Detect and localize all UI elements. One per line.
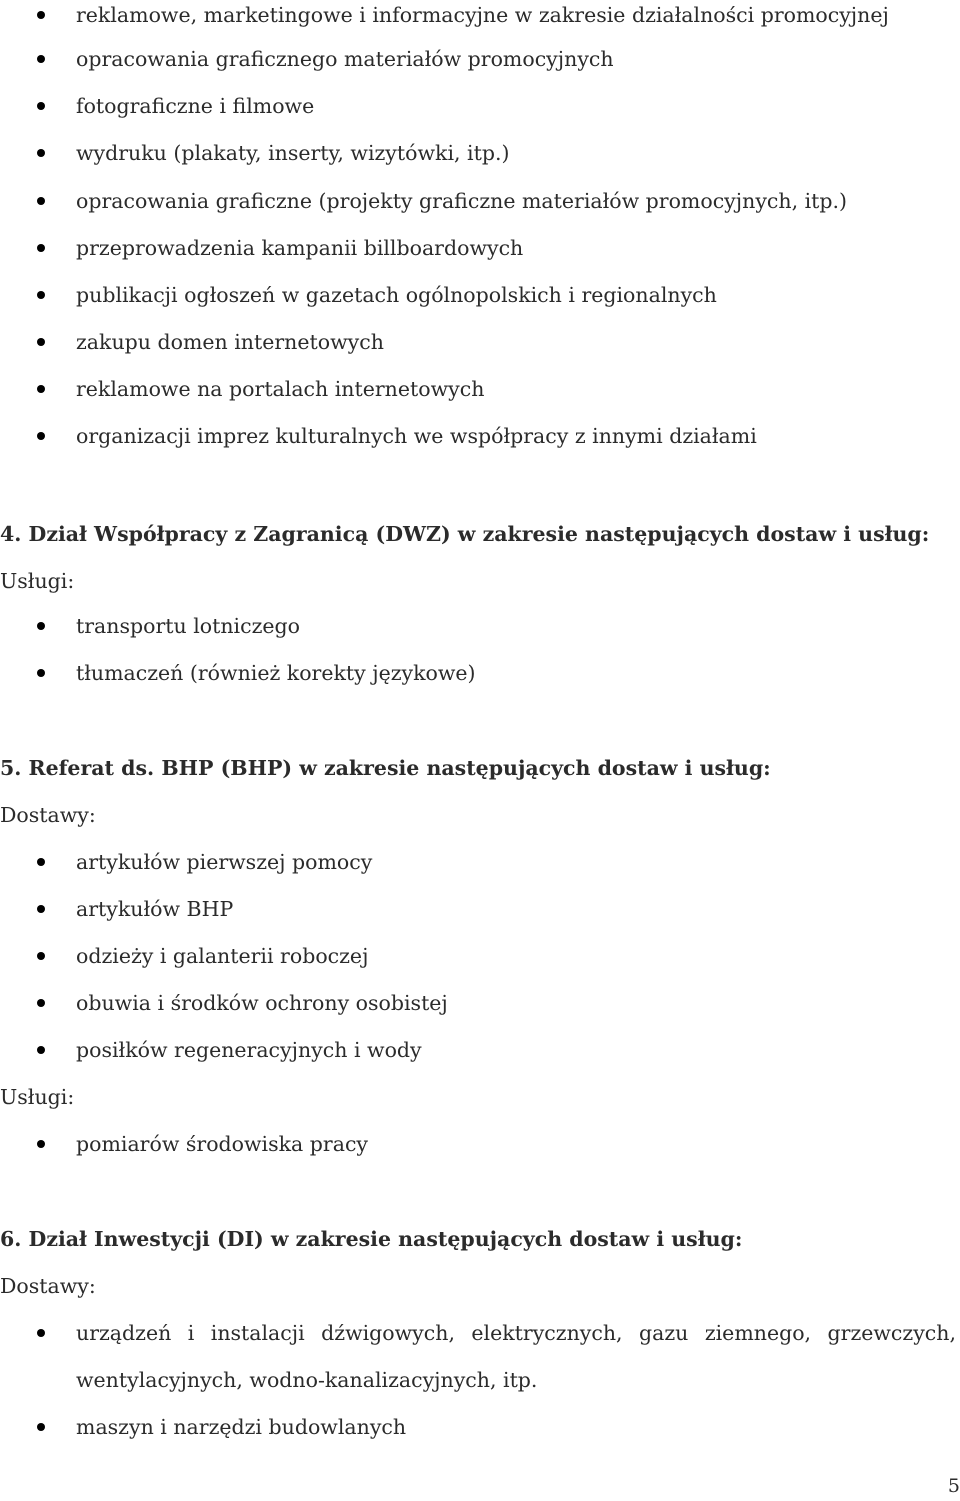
list-item [0,847,960,877]
list-item [0,421,960,451]
bullet-icon [37,102,45,110]
list-item-text: reklamowe na portalach internetowych [76,377,485,401]
page-number: 5 [947,1475,960,1497]
deliveries-label: Dostawy: [0,1274,96,1298]
bullet-icon [37,622,45,630]
services-label: Usługi: [0,1085,75,1109]
list-item-text: publikacji ogłoszeń w gazetach ogólnopolskich i regionalnych [76,283,717,307]
list-item [0,1412,960,1442]
list-item [0,1035,960,1065]
bullet-icon [37,11,45,19]
bullet-icon [37,385,45,393]
word: gazu [639,1321,689,1345]
word: ziemnego, [704,1321,812,1345]
list-item [0,91,960,121]
list-item-text: maszyn i narzędzi budowlanych [76,1415,407,1439]
deliveries-label: Dostawy: [0,803,96,827]
bullet-icon [37,1329,45,1337]
list-item [0,327,960,357]
bullet-icon [37,1140,45,1148]
list-item-text: wydruku (plakaty, inserty, wizytówki, itp.) [76,141,510,165]
list-item [0,374,960,404]
list-item [0,233,960,263]
list-item-text: fotograficzne i filmowe [76,94,315,118]
bullet-icon [37,669,45,677]
list-item-text: opracowania graficznego materiałów promocyjnych [76,47,614,71]
list-item-text: posiłków regeneracyjnych i wody [76,1038,422,1062]
list-item-text: wentylacyjnych, wodno-kanalizacyjnych, itp. [76,1368,538,1392]
word: dźwigowych, [321,1321,455,1345]
bullet-icon [37,999,45,1007]
section-6-heading: 6. Dział Inwestycji (DI) w zakresie następujących dostaw i usług: [0,1227,743,1251]
list-item-text: zakupu domen internetowych [76,330,384,354]
list-item-text: tłumaczeń (również korekty językowe) [76,661,476,685]
word: elektrycznych, [471,1321,623,1345]
word: instalacji [210,1321,305,1345]
list-item-text: odzieży i galanterii roboczej [76,944,369,968]
list-item [0,988,960,1018]
bullet-icon [37,905,45,913]
bullet-icon [37,149,45,157]
list-item [0,1129,960,1159]
bullet-icon [37,858,45,866]
list-item [0,658,960,688]
list-item-text-justified [76,1318,956,1348]
list-item-text: transportu lotniczego [76,614,300,638]
bullet-icon [37,338,45,346]
bullet-icon [37,952,45,960]
list-item [0,186,960,216]
list-item [0,1318,960,1348]
list-item [0,894,960,924]
bullet-icon [37,1423,45,1431]
services-label: Usługi: [0,569,75,593]
list-item-text: organizacji imprez kulturalnych we współpracy z innymi działami [76,424,757,448]
list-item-text: artykułów pierwszej pomocy [76,850,373,874]
list-item-continuation [0,1365,960,1395]
list-item [0,941,960,971]
bullet-icon [37,55,45,63]
list-item-text: obuwia i środków ochrony osobistej [76,991,448,1015]
bullet-icon [37,197,45,205]
bullet-icon [37,432,45,440]
bullet-icon [37,1046,45,1054]
bullet-icon [37,291,45,299]
list-item [0,138,960,168]
list-item [0,0,960,30]
list-item-text: artykułów BHP [76,897,234,921]
list-item-text: przeprowadzenia kampanii billboardowych [76,236,524,260]
word: urządzeń [76,1321,172,1345]
list-item [0,280,960,310]
section-5-heading: 5. Referat ds. BHP (BHP) w zakresie następujących dostaw i usług: [0,756,771,780]
section-4-heading: 4. Dział Współpracy z Zagranicą (DWZ) w zakresie następujących dostaw i usług: [0,522,930,546]
bullet-icon [37,244,45,252]
list-item [0,611,960,641]
list-item-text: opracowania graficzne (projekty graficzne materiałów promocyjnych, itp.) [76,189,848,213]
list-item-text: reklamowe, marketingowe i informacyjne w zakresie działalności promocyjnej [76,3,889,27]
word: grzewczych, [827,1321,956,1345]
word: i [187,1321,195,1345]
list-item-text: pomiarów środowiska pracy [76,1132,369,1156]
list-item [0,44,960,74]
